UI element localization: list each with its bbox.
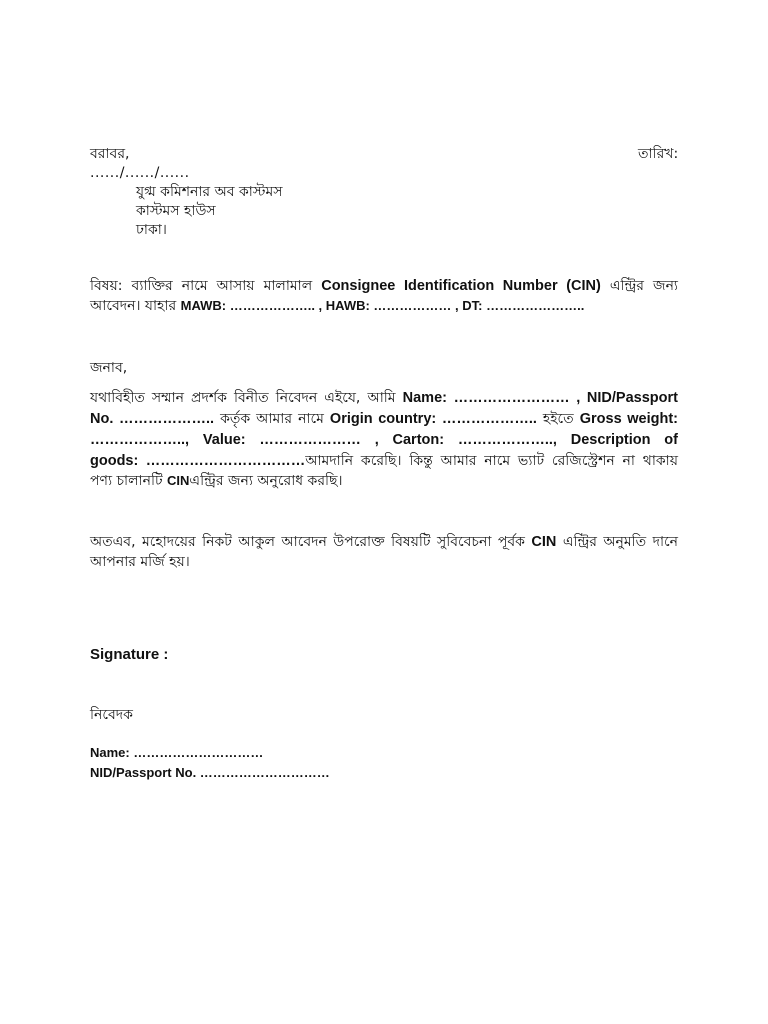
mawb-hawb-dt: MAWB: ……………….. , HAWB: ……………… , DT: ………………….. <box>180 298 585 313</box>
body-line-3: ……………….., Value: ………………… , Carton: ……………….., Description of <box>90 432 678 448</box>
body-l5-cin: CIN <box>167 473 190 488</box>
body-l1-name: Name: …………………… , NID/Passport <box>402 390 678 406</box>
closing-l1-cin: CIN <box>531 534 557 550</box>
body-l5-suffix: এন্ট্রির জন্য অনুরোধ করছি। <box>189 473 343 489</box>
addressee-line-3: ঢাকা। <box>136 222 167 238</box>
closing-line-2: আপনার মর্জি হয়। <box>90 554 190 570</box>
body-l5-prefix: পণ্য চালানটি <box>90 473 163 489</box>
subject-prefix: বিষয়: ব্যাক্তির নামে আসায় মালামাল <box>90 278 313 294</box>
subject-line2-prefix: আবেদন। যাহার <box>90 298 177 314</box>
body-line-1 <box>90 388 678 408</box>
subject-line-1 <box>90 276 678 296</box>
closing-l1-suffix: এন্ট্রির অনুমতি দানে <box>562 534 678 550</box>
addressee-line-1: যুগ্ম কমিশনার অব কাস্টমস <box>136 184 283 200</box>
closing-line-1 <box>90 532 678 552</box>
cin-title: Consignee Identification Number (CIN) <box>321 278 601 294</box>
body-l2-origin: Origin country: ……………….. <box>329 411 537 427</box>
closing-l1-prefix: অতএব, মহোদয়ের নিকট আকুল আবেদন উপরোক্ত বিষয়টি সুবিবেচনা পূর্বক <box>90 534 525 550</box>
body-line-2 <box>90 409 678 429</box>
subject-line-2 <box>90 296 584 316</box>
body-l2-mid: কর্তৃক আমার নামে <box>220 411 324 427</box>
body-l2-no: No. ……………….. <box>90 411 215 427</box>
date-blank: ....../....../...... <box>90 165 190 181</box>
footer-nid: NID/Passport No. ………………………… <box>90 765 330 780</box>
subject-suffix: এন্ট্রির জন্য <box>609 278 678 294</box>
body-l1-prefix: যথাবিহীত সম্মান প্রদর্শক বিনীত নিবেদন এইযে, আমি <box>90 390 396 406</box>
signature-label: Signature : <box>90 646 169 663</box>
date-label: তারিখ: <box>638 146 679 162</box>
body-l4-text: আমদানি করেছি। কিন্তু আমার নামে ভ্যাট রেজিস্ট্রেশন না থাকায় <box>305 453 678 469</box>
addressee-line-2: কাস্টমস হাউস <box>136 203 216 219</box>
salutation: জনাব, <box>90 360 128 376</box>
body-line-4 <box>90 451 678 471</box>
applicant-label: নিবেদক <box>90 707 133 723</box>
body-l2-gross: Gross weight: <box>579 411 678 427</box>
body-l4-goods: goods: …………………………… <box>90 453 306 469</box>
body-l2-from: হইতে <box>542 411 574 427</box>
to-label: বরাবর, <box>90 146 130 162</box>
footer-name: Name: ………………………… <box>90 745 264 760</box>
body-line-5 <box>90 471 343 491</box>
